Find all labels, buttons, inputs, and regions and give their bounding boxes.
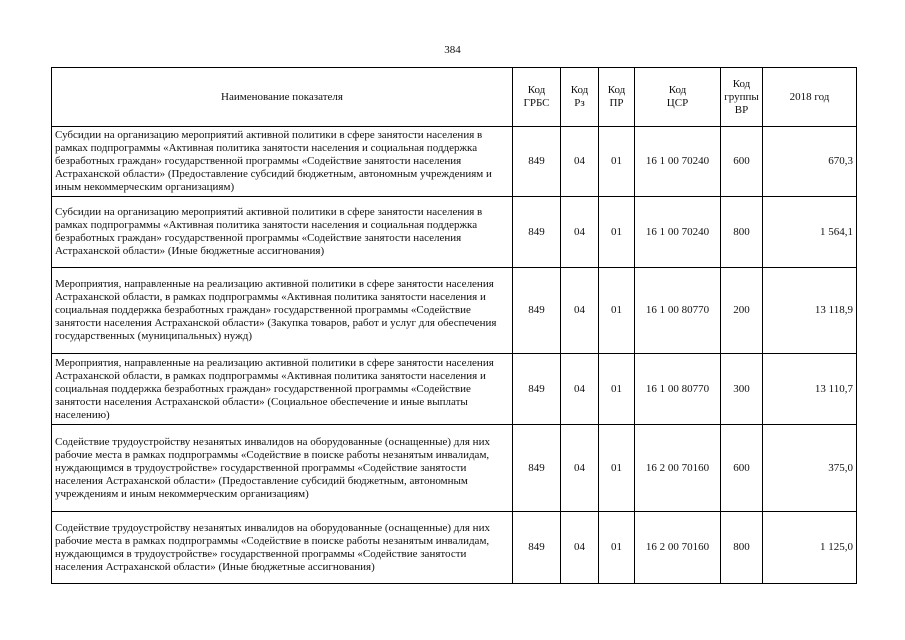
row-amount: 1 564,1	[763, 197, 857, 268]
row-vr: 200	[721, 268, 763, 354]
row-name: Мероприятия, направленные на реализацию активной политики в сфере занятости населения Астраханской области, в рамках подпрограммы «Активная политика занятости населения и социальная поддержка безработных граждан» государственной программы «Содействие занятости населения Астраханской области» (Социальное обеспечение и иные выплаты населению)	[52, 354, 513, 425]
row-csr: 16 2 00 70160	[635, 425, 721, 512]
row-rz: 04	[561, 354, 599, 425]
row-vr: 800	[721, 197, 763, 268]
table-row	[52, 268, 857, 354]
row-csr: 16 1 00 80770	[635, 354, 721, 425]
row-grbs: 849	[513, 268, 561, 354]
header-csr: Код ЦСР	[635, 68, 721, 127]
header-pr: Код ПР	[599, 68, 635, 127]
row-csr: 16 1 00 70240	[635, 127, 721, 197]
header-grbs: Код ГРБС	[513, 68, 561, 127]
row-amount: 13 118,9	[763, 268, 857, 354]
row-grbs: 849	[513, 197, 561, 268]
row-vr: 300	[721, 354, 763, 425]
row-amount: 13 110,7	[763, 354, 857, 425]
budget-table	[51, 67, 857, 584]
row-pr: 01	[599, 127, 635, 197]
row-grbs: 849	[513, 425, 561, 512]
row-rz: 04	[561, 425, 599, 512]
row-pr: 01	[599, 425, 635, 512]
row-vr: 800	[721, 512, 763, 584]
row-rz: 04	[561, 127, 599, 197]
header-rz: Код Рз	[561, 68, 599, 127]
table-row	[52, 425, 857, 512]
row-pr: 01	[599, 512, 635, 584]
table-row	[52, 127, 857, 197]
row-name: Субсидии на организацию мероприятий активной политики в сфере занятости населения в рамках подпрограммы «Активная политика занятости населения и социальная поддержка безработных граждан» государственной программы «Содействие занятости населения Астраханской области» (Предоставление субсидий бюджетным, автономным учреждениям и иным некоммерческим организациям)	[52, 127, 513, 197]
page-number: 384	[444, 44, 461, 56]
header-year: 2018 год	[763, 68, 857, 127]
row-rz: 04	[561, 268, 599, 354]
row-rz: 04	[561, 197, 599, 268]
row-name: Субсидии на организацию мероприятий активной политики в сфере занятости населения в рамках подпрограммы «Активная политика занятости населения и социальная поддержка безработных граждан» государственной программы «Содействие занятости населения Астраханской области» (Иные бюджетные ассигнования)	[52, 197, 513, 268]
row-amount: 670,3	[763, 127, 857, 197]
row-name: Содействие трудоустройству незанятых инвалидов на оборудованные (оснащенные) для них рабочие места в рамках подпрограммы «Содействие в поиске работы незанятым инвалидам, нуждающимся в трудоустройстве» государственной программы «Содействие занятости населения Астраханской области» (Иные бюджетные ассигнования)	[52, 512, 513, 584]
row-name: Содействие трудоустройству незанятых инвалидов на оборудованные (оснащенные) для них рабочие места в рамках подпрограммы «Содействие в поиске работы незанятым инвалидам, нуждающимся в трудоустройстве» государственной программы «Содействие занятости населения Астраханской области» (Предоставление субсидий бюджетным, автономным учреждениям и иным некоммерческим организациям)	[52, 425, 513, 512]
row-pr: 01	[599, 197, 635, 268]
row-csr: 16 2 00 70160	[635, 512, 721, 584]
row-grbs: 849	[513, 512, 561, 584]
row-amount: 1 125,0	[763, 512, 857, 584]
header-row	[52, 68, 857, 127]
row-grbs: 849	[513, 354, 561, 425]
table-row	[52, 354, 857, 425]
row-name: Мероприятия, направленные на реализацию активной политики в сфере занятости населения Астраханской области, в рамках подпрограммы «Активная политика занятости населения и социальная поддержка безработных граждан» государственной программы «Содействие занятости населения Астраханской области» (Закупка товаров, работ и услуг для обеспечения государственных (муниципальных) нужд)	[52, 268, 513, 354]
table-row	[52, 512, 857, 584]
row-vr: 600	[721, 127, 763, 197]
row-amount: 375,0	[763, 425, 857, 512]
header-vr: Код группы ВР	[721, 68, 763, 127]
row-csr: 16 1 00 70240	[635, 197, 721, 268]
table-row	[52, 197, 857, 268]
row-vr: 600	[721, 425, 763, 512]
row-grbs: 849	[513, 127, 561, 197]
header-name: Наименование показателя	[52, 68, 513, 127]
row-rz: 04	[561, 512, 599, 584]
row-pr: 01	[599, 354, 635, 425]
row-csr: 16 1 00 80770	[635, 268, 721, 354]
row-pr: 01	[599, 268, 635, 354]
